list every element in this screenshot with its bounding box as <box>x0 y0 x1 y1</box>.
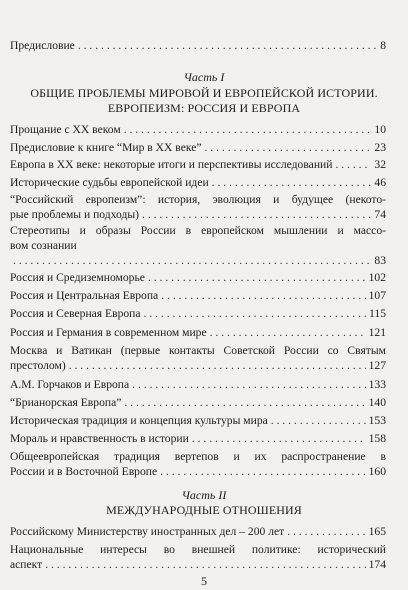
entry-page: 32 <box>374 158 386 171</box>
entry-title: Россия и Северная Европа <box>10 307 141 320</box>
leader-dots <box>69 358 366 373</box>
entry-title: Предисловие к книге “Мир в XX веке” <box>10 141 202 154</box>
part-1-label: Часть I <box>183 70 225 84</box>
toc-entry-multiline <box>10 343 386 373</box>
leader-dots <box>335 157 371 172</box>
toc-entry <box>10 122 386 137</box>
part-1-title-line-2: ЕВРОПЕИЗМ: РОССИЯ И ЕВРОПА <box>107 101 301 115</box>
entry-title: Историческая традиция и концепция культуры мира <box>10 414 268 427</box>
leader-dots <box>148 270 366 285</box>
toc-entry-preface <box>10 38 386 53</box>
entry-title-line-1: “Российский европеизм”: история, эволюция и будущее (некото- <box>10 193 386 206</box>
leader-dots <box>13 253 371 268</box>
toc-entry <box>10 413 386 428</box>
entry-title: Россия и Средиземноморье <box>10 271 145 284</box>
toc-entry <box>10 270 386 285</box>
leader-dots <box>124 395 365 410</box>
leader-dots <box>192 431 366 446</box>
toc-entry-multiline <box>10 449 386 479</box>
leader-dots <box>205 140 372 155</box>
entry-title-line-1: Национальные интересы во внешней политике: исторический <box>10 543 386 556</box>
toc-entry <box>10 140 386 155</box>
entry-page: 83 <box>374 254 386 267</box>
toc-entry <box>10 395 386 410</box>
entry-title-line-1: Общеевропейская традиция вертепов и их распространение в <box>10 450 386 463</box>
entry-page: 74 <box>374 208 386 221</box>
toc-entry <box>10 431 386 446</box>
leader-dots <box>78 38 377 53</box>
toc-entry <box>10 288 386 303</box>
entry-title: А.М. Горчаков и Европа <box>10 378 130 391</box>
entry-title: Исторические судьбы европейской идеи <box>10 176 209 189</box>
entry-page: 140 <box>368 396 386 409</box>
entry-page: 8 <box>380 39 386 52</box>
toc-entry <box>10 325 386 340</box>
entry-title-line-2: вом сознании <box>10 239 77 252</box>
entry-title-line-1: Москва и Ватикан (первые контакты Советской России со Святым <box>10 344 386 357</box>
toc-entry <box>10 175 386 190</box>
leader-dots <box>144 306 367 321</box>
entry-title: Россия и Центральная Европа <box>10 289 159 302</box>
leader-dots <box>124 122 372 137</box>
leader-dots <box>210 325 366 340</box>
toc-entry <box>10 157 386 172</box>
leader-dots <box>271 413 366 428</box>
entry-page: 165 <box>368 525 386 538</box>
entry-page: 133 <box>368 378 386 391</box>
part-2-title: МЕЖДУНАРОДНЫЕ ОТНОШЕНИЯ <box>106 503 302 517</box>
leader-dots <box>160 464 365 479</box>
entry-title-line-2: России и в Восточной Европе <box>10 465 158 478</box>
toc-entry-multiline <box>10 223 386 268</box>
page-number: 5 <box>201 574 207 588</box>
entry-title: Прощание с XX веком <box>10 123 121 136</box>
part-1-title-line-1: ОБЩИЕ ПРОБЛЕМЫ МИРОВОЙ И ЕВРОПЕЙСКОЙ ИСТОРИИ. <box>30 86 378 100</box>
entry-title-line-2: аспект <box>10 558 43 571</box>
entry-page: 158 <box>368 432 386 445</box>
entry-page: 23 <box>374 141 386 154</box>
part-2-label: Часть II <box>181 488 227 502</box>
leader-dots <box>132 377 365 392</box>
entry-page: 10 <box>374 123 386 136</box>
entry-page: 115 <box>369 307 386 320</box>
entry-title: Россия и Германия в современном мире <box>10 326 207 339</box>
entry-page: 46 <box>374 176 386 189</box>
leader-dots <box>161 288 365 303</box>
entry-title: Предисловие <box>10 39 75 52</box>
entry-title-line-2: престолом) <box>10 359 66 372</box>
leader-dots <box>287 524 365 539</box>
leader-dots <box>212 175 372 190</box>
entry-title-line-2: рые проблемы и подходы) <box>10 208 140 221</box>
leader-dots <box>45 557 365 572</box>
entry-title: Российскому Министерству иностранных дел – 200 лет <box>10 525 285 538</box>
entry-page: 160 <box>368 465 386 478</box>
toc-entry <box>10 524 386 539</box>
toc-entry <box>10 306 386 321</box>
entry-page: 102 <box>368 271 386 284</box>
entry-page: 153 <box>368 414 386 427</box>
entry-page: 174 <box>368 558 386 571</box>
entry-page: 107 <box>368 289 386 302</box>
toc-entry-multiline <box>10 192 386 222</box>
toc-entry-multiline <box>10 542 386 572</box>
entry-page: 121 <box>368 326 386 339</box>
entry-title: “Брианорская Европа” <box>10 396 122 409</box>
entry-title: Европа в XX веке: некоторые итоги и перспективы исследований <box>10 158 333 171</box>
entry-title-line-1: Стереотипы и образы России в европейском мышлении и массо- <box>10 224 386 237</box>
entry-page: 127 <box>368 359 386 372</box>
entry-title: Мораль и нравственность в истории <box>10 432 189 445</box>
toc-entry <box>10 377 386 392</box>
leader-dots <box>142 207 371 222</box>
